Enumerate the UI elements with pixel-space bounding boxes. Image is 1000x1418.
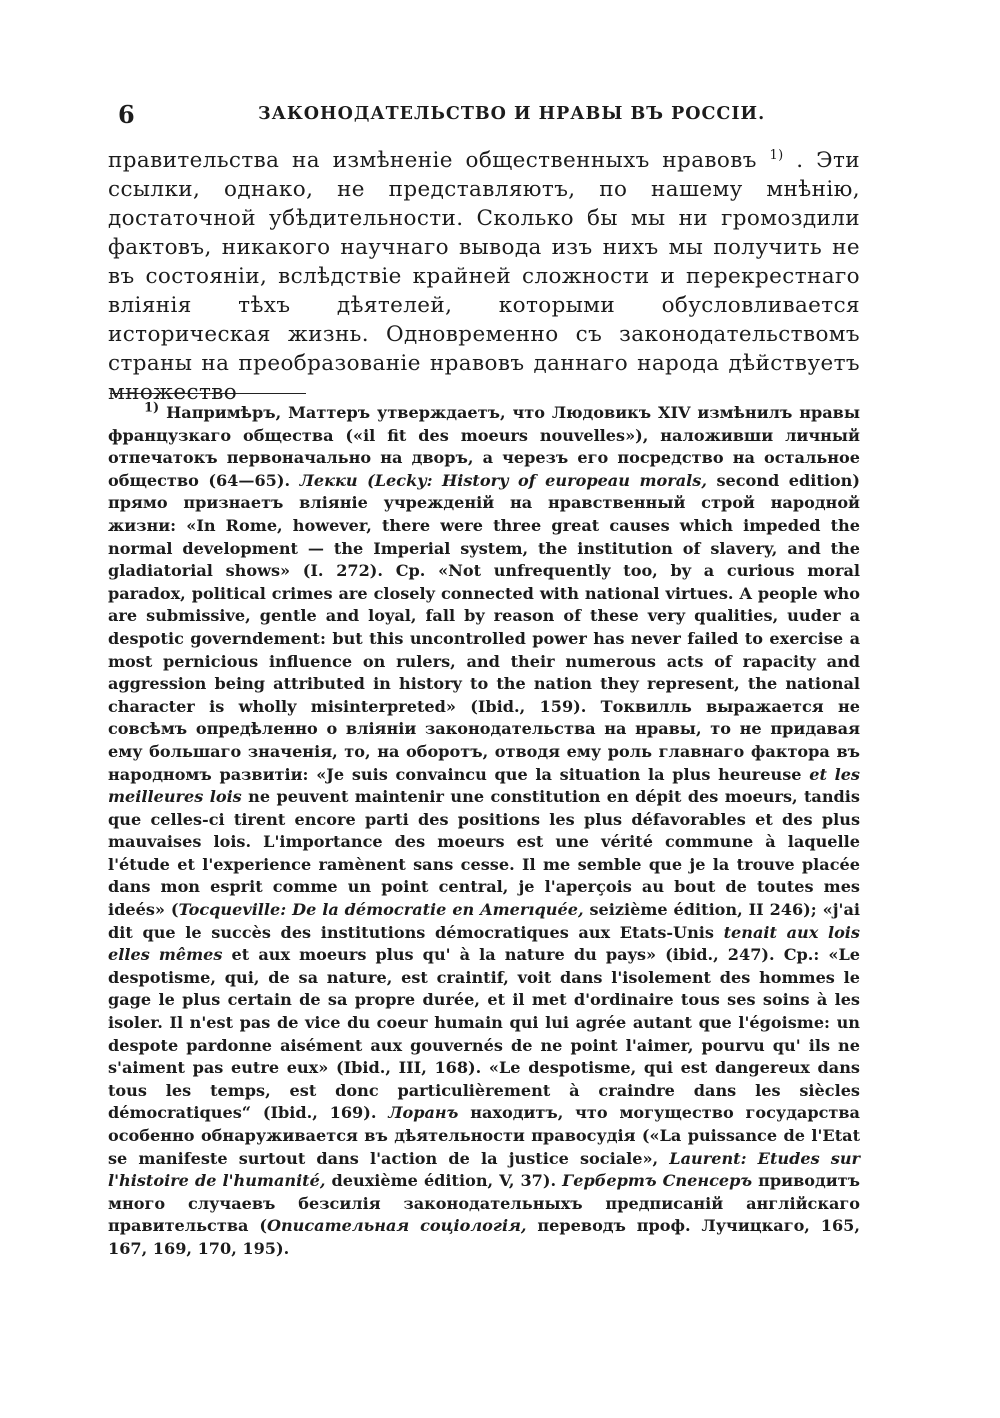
footnote [108, 402, 860, 1261]
running-title: ЗАКОНОДАТЕЛЬСТВО И НРАВЫ ВЪ РОССІИ. [258, 104, 766, 124]
footnote-text: переводъ проф. Лучицкаго, 165, 167, 169, 170, 195). [108, 1216, 860, 1258]
footnote-italic: Лекки (Lecky: History of europeau morals, [299, 470, 707, 490]
footnote-italic: Laurent: Etudes sur l'histoire de l'humanité, [108, 1148, 861, 1191]
footnote-text: et aux moeurs plus qu' à la nature du pays» (ibid., 247). Ср.: «Le despotisme, qui, de sa nature, est craintif, voit dans l'isolement des hommes le gage le plus certain de sa propre durée, et il met d'ordinaire tous ses soins à les isoler. Il n'est pas de vice du coeur humain qui lui agrée autant que l'égoisme: un despote pardonne aisément aux gouvernés de ne point l'aimer, pourvu qu' ils ne s'aiment pas eutre eux» (Ibid., III, 168). «Le despotisme, qui est dangereux dans tous les temps, est donc particulièrement à craindre dans les siècles démocratiques“ (Ibid., 169). [108, 945, 861, 1123]
main-text-rest: . Эти ссылки, однако, не представляютъ, по нашему мнѣнію, достаточной убѣдительности. Сколько бы мы ни громоздили фактовъ, никакого научнаго вывода изъ нихъ мы получить не въ состояніи, вслѣдствіе крайней сложности и перекрестнаго вліянія тѣхъ дѣятелей, которыми обусловливается историческая жизнь. Одновременно съ законодательствомъ страны на преобразованіе нравовъ даннаго народа дѣйствуетъ множество [108, 148, 861, 405]
footnote-text: находитъ, что могущество государства особенно обнаруживается въ дѣятельности правосудія («La puissance de l'Etat se manifeste surtout dans l'action de la justice sociale», [108, 1103, 860, 1168]
footnote-italic: et les meilleures lois [108, 764, 860, 807]
footnote-text: deuxième édition, V, 37). [325, 1171, 563, 1191]
page-header [108, 100, 868, 134]
footnote-text: seizième édition, II 246); «j'ai dit que le succès des institutions démocratiques aux Etats-Unis [108, 900, 860, 942]
footnote-text: second edition) прямо признаетъ вліяніе учрежденій на нравственный строй народной жизни: «In Rome, however, there were three great causes which impeded the normal development — the Imperial system, the institution of slavery, and the gladiatorial shows» (I. 272). Ср. «Not unfrequently too, by a curious moral paradox, political crimes are closely connected with national virtues. A people who are submissive, gentle and loyal, fall by reason of these very qualities, uuder a despotic governdement: but this uncontrolled power has never failed to exercise a most pernicious influence on rulers, and their numerous acts of rapacity and aggression being attributed in history to the nation they represent, the national character is wholly misinterpreted» (Ibid., 159). Токвилль выражается не совсѣмъ опредѣленно о вліяніи законодательства на нравы, то не придавая ему большаго значенія, то, на оборотъ, отводя ему роль главнаго фактора въ народномъ развитіи: «Je suis convaincu que la situation la plus heureuse [108, 470, 860, 784]
footnote-italic: Лоранъ [388, 1103, 459, 1123]
footnote-text: приводитъ много случаевъ безсилія законодательныхъ предписаній англійскаго правительства ( [108, 1171, 860, 1236]
footnote-text: Напримѣръ, Маттеръ утверждаетъ, что Людовикъ XIV измѣнилъ нравы французкаго общества («il fit des moeurs nouvelles»), наложивши личный отпечатокъ первоначально на дворъ, а черезъ его посредство на остальное общество (64—65). [108, 403, 860, 490]
footnote-italic: Гербертъ Спенсеръ [562, 1171, 753, 1191]
page-number: 6 [118, 100, 135, 129]
footnote-reference: 1) [769, 147, 784, 163]
main-text-start: правительства на измѣненіе общественныхъ нравовъ [108, 148, 757, 173]
footnote-italic: tenait aux lois elles mêmes [108, 922, 860, 965]
footnote-text: ne peuvent maintenir une constitution en dépit des moeurs, tandis que celles-ci tirent encore parti des positions les plus défavorables et des plus mauvaises lois. L'importance des moeurs est une vérité commune à laquelle l'étude et l'experience ramènent sans cesse. Il me semble que je la trouve placée dans mon esprit comme un point central, je l'aperçois au bout de toutes mes ideés» ( [108, 787, 860, 920]
footnote-italic: Описательная соціологія, [266, 1216, 527, 1236]
footnote-divider [110, 393, 306, 394]
footnote-italic: Tocqueville: De la démocratie en Amerıquée, [178, 900, 584, 920]
footnote-marker: 1) [144, 400, 160, 416]
main-text [108, 146, 860, 407]
